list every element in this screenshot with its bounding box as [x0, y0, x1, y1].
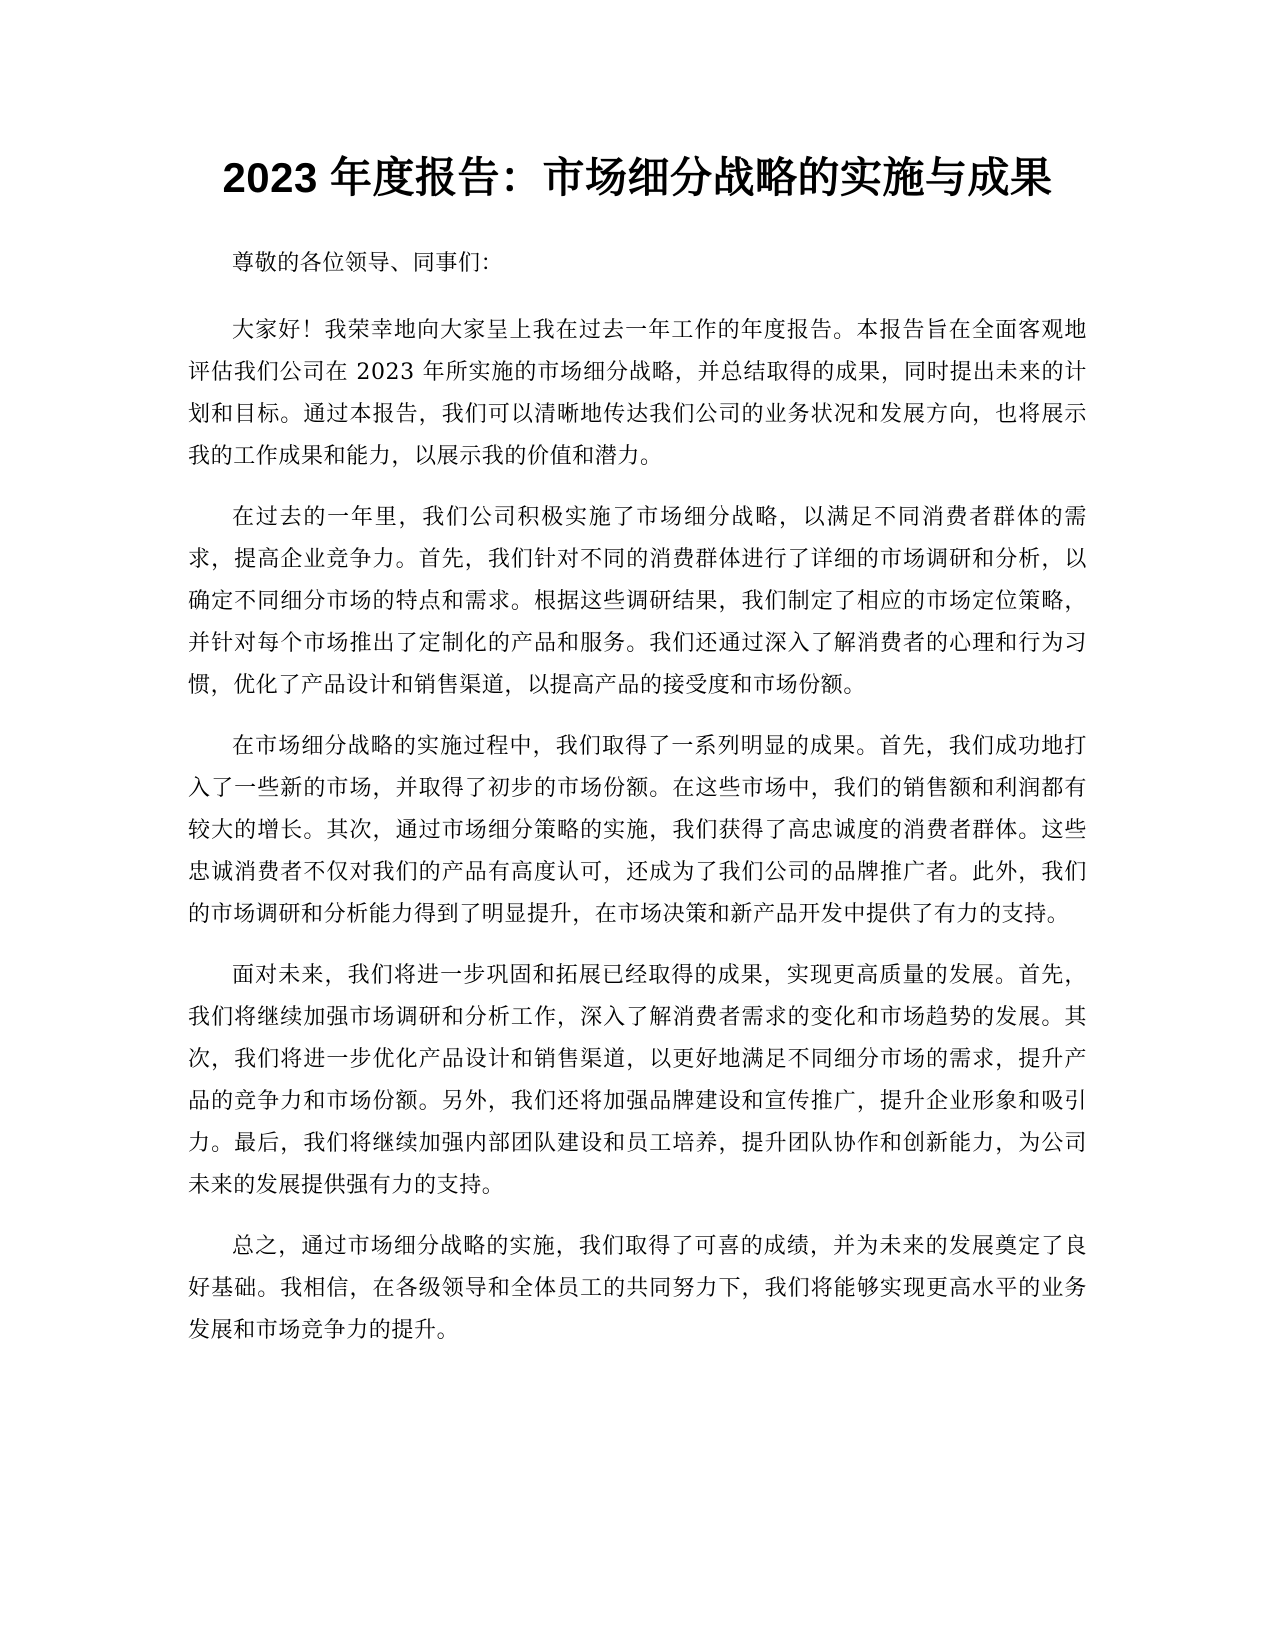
paragraph-results: 在市场细分战略的实施过程中，我们取得了一系列明显的成果。首先，我们成功地打入了一些新的市场，并取得了初步的市场份额。在这些市场中，我们的销售额和利润都有较大的增长。其次，通过市场细分策略的实施，我们获得了高忠诚度的消费者群体。这些忠诚消费者不仅对我们的产品有高度认可，还成为了我们公司的品牌推广者。此外，我们的市场调研和分析能力得到了明显提升，在市场决策和新产品开发中提供了有力的支持。 [188, 734, 1087, 927]
paragraph-introduction: 大家好！我荣幸地向大家呈上我在过去一年工作的年度报告。本报告旨在全面客观地评估我们公司在 2023 年所实施的市场细分战略，并总结取得的成果，同时提出未来的计划和目标。通过本报告，我们可以清晰地传达我们公司的业务状况和发展方向，也将展示我的工作成果和能力，以展示我的价值和潜力。 [188, 318, 1087, 469]
paragraph-future-plans: 面对未来，我们将进一步巩固和拓展已经取得的成果，实现更高质量的发展。首先，我们将继续加强市场调研和分析工作，深入了解消费者需求的变化和市场趋势的发展。其次，我们将进一步优化产品设计和销售渠道，以更好地满足不同细分市场的需求，提升产品的竞争力和市场份额。另外，我们还将加强品牌建设和宣传推广，提升企业形象和吸引力。最后，我们将继续加强内部团队建设和员工培养，提升团队协作和创新能力，为公司未来的发展提供强有力的支持。 [188, 963, 1087, 1198]
document-body [188, 243, 1087, 1371]
greeting-paragraph: 尊敬的各位领导、同事们： [232, 251, 504, 276]
document-title: 2023 年度报告：市场细分战略的实施与成果 [222, 154, 1053, 201]
paragraph-strategy-implementation: 在过去的一年里，我们公司积极实施了市场细分战略，以满足不同消费者群体的需求，提高企业竞争力。首先，我们针对不同的消费群体进行了详细的市场调研和分析，以确定不同细分市场的特点和需求。根据这些调研结果，我们制定了相应的市场定位策略，并针对每个市场推出了定制化的产品和服务。我们还通过深入了解消费者的心理和行为习惯，优化了产品设计和销售渠道，以提高产品的接受度和市场份额。 [188, 505, 1087, 698]
paragraph-conclusion: 总之，通过市场细分战略的实施，我们取得了可喜的成绩，并为未来的发展奠定了良好基础。我相信，在各级领导和全体员工的共同努力下，我们将能够实现更高水平的业务发展和市场竞争力的提升。 [188, 1234, 1087, 1343]
